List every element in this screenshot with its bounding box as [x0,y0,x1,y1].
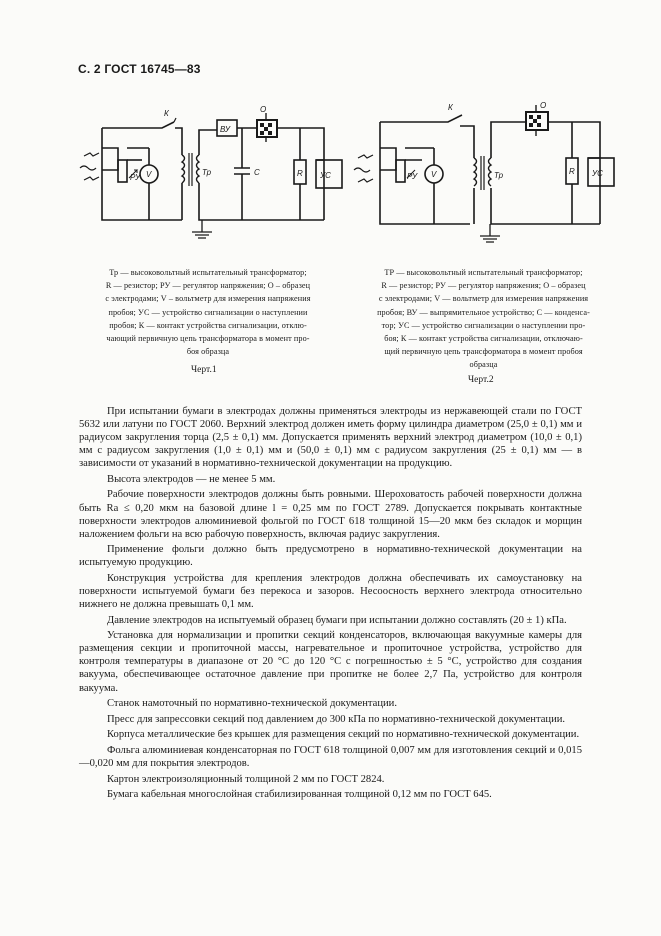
caption-line: пробоя; УС — устройство сигнализации о наступлении [108,307,308,317]
v-label: V [146,170,152,179]
tr-label: Тр [202,168,212,177]
caption-line: образца [469,360,498,370]
r-label: R [297,169,303,178]
paragraph: Фольга алюминиевая конденсаторная по ГОСТ 618 толщиной 0,007 мм для изготовления секций и 0,015—0,020 мм для покрытия электродов. [79,745,582,770]
paragraph: Давление электродов на испытуемый образец бумаги при испытании должно составлять (20 ± 1) кПа. [107,614,567,626]
figure-1-label: Черт.1 [191,365,217,375]
paragraph: Высота электродов — не менее 5 мм. [107,473,276,485]
caption-line: пробоя; ВУ — выпрямительное устройство; С — конденса- [377,307,590,317]
us-label: УС [320,171,331,180]
figure-2-label: Черт.2 [468,375,494,385]
paragraph: Конструкция устройства для крепления электродов должна обеспечивать их самоустановку на поверхности испытуемой бумаги без перекоса и зазоров. Несоосность верхнего электрода относительно нижнего не должна превышать 0,1 мм. [79,572,582,611]
k-label: К [164,109,169,118]
caption-line: с электродами; V — вольтметр для измерения напряжения [378,294,589,304]
figure-2-caption [356,266,611,372]
caption-line: ТР — высоковольтный испытательный трансформатор; [384,268,583,277]
paragraph: Рабочие поверхности электродов должны быть ровными. Шероховатость рабочей поверхности должна быть Ra ≤ 0,20 мкм на базовой длине l = 0,25 мм по ГОСТ 2789. Допускается покрывать контактные поверхности электродов алюминиевой фольгой по ГОСТ 618 толщиной 15—20 мкм без складок и морщин наложением фольги на всю рабочую поверхность, включая радиус закругления. [79,489,582,540]
paragraph: Пресс для запрессовки секций под давлением до 300 кПа по нормативно-технической документации. [107,713,566,725]
caption-line: чающий первичную цепь трансформатора в момент про- [106,334,310,344]
circuit-diagram-2 [350,100,610,250]
us-label: УС [592,169,603,178]
paragraph: При испытании бумаги в электродах должны применяться электроды из нержавеющей стали по ГОСТ 5632 или латуни по ГОСТ 2060. Верхний электрод должен иметь форму цилиндра диаметром (25,0 ± 0,1) мм и радиусом закругления торца (2,5 ± 0,1) мм. Допускается применять верхний электрод диаметром (10,0 ± 0,1) мм с радиусом закругления (1,0 ± 0,1) мм и (50,0 ± 0,1) мм с радиусом закругления (25 ± 0,1) мм — в зависимости от указаний в нормативно-технической документации на продукцию. [79,406,582,470]
ru-label: РУ [130,173,141,182]
o-label: О [260,105,267,114]
caption-line: тор; УС — устройство сигнализации о наступлении про- [381,320,586,330]
paragraph: Бумага кабельная многослойная стабилизированная толщиной 0,12 мм по ГОСТ 645. [107,789,492,801]
caption-line: щий первичную цепь трансформатора в момент пробоя [384,347,583,357]
caption-line: пробоя; К — контакт устройства сигнализации, отклю- [109,320,307,330]
k-label: К [448,103,453,112]
r-label: R [569,167,575,176]
vu-label: ВУ [220,125,230,134]
caption-line: боя; К — контакт устройства сигнализации, отключаю- [384,334,583,344]
body-text [79,405,582,804]
caption-line: R — резистор; РУ — регулятор напряжения; О – образец [105,281,311,291]
c-label: С [254,168,260,177]
paragraph: Корпуса металлические без крышек для размещения секций по нормативно-технической документации. [107,729,580,741]
page-header: С. 2 ГОСТ 16745—83 [78,62,201,76]
paragraph: Установка для нормализации и пропитки секций конденсаторов, включающая вакуумные камеры для размещения секции и пропиточной массы, нагревательное и пропиточное устройства, устройство для контроля температуры в диапазоне от 20 °С до 120 °С с погрешностью ± 5 °С, устройство для создания вакуума, обеспечивающее остаточное давление при пропитке не более 2,7 Па, устройство для контроля вакуума. [79,630,582,694]
tr-label: Тр [494,171,504,180]
v-label: V [431,170,437,179]
circuit-diagram-1 [72,105,352,248]
o-label: О [540,101,547,110]
paragraph: Картон электроизоляционный толщиной 2 мм по ГОСТ 2824. [107,773,385,785]
caption-line: боя образца [186,347,230,357]
caption-line: Тр — высоковольтный испытательный трансформатор; [109,268,307,277]
figure-1-caption [86,266,330,358]
paragraph: Применение фольги должно быть предусмотрено в нормативно-технической документации на испытуемую продукцию. [79,544,582,569]
ru-label: РУ [407,172,418,181]
paragraph: Станок намоточный по нормативно-технической документации. [107,698,397,710]
caption-line: R — резистор; РУ — регулятор напряжения; О – образец [381,281,586,291]
caption-line: с электродами; V – вольтметр для измерения напряжения [105,294,311,304]
